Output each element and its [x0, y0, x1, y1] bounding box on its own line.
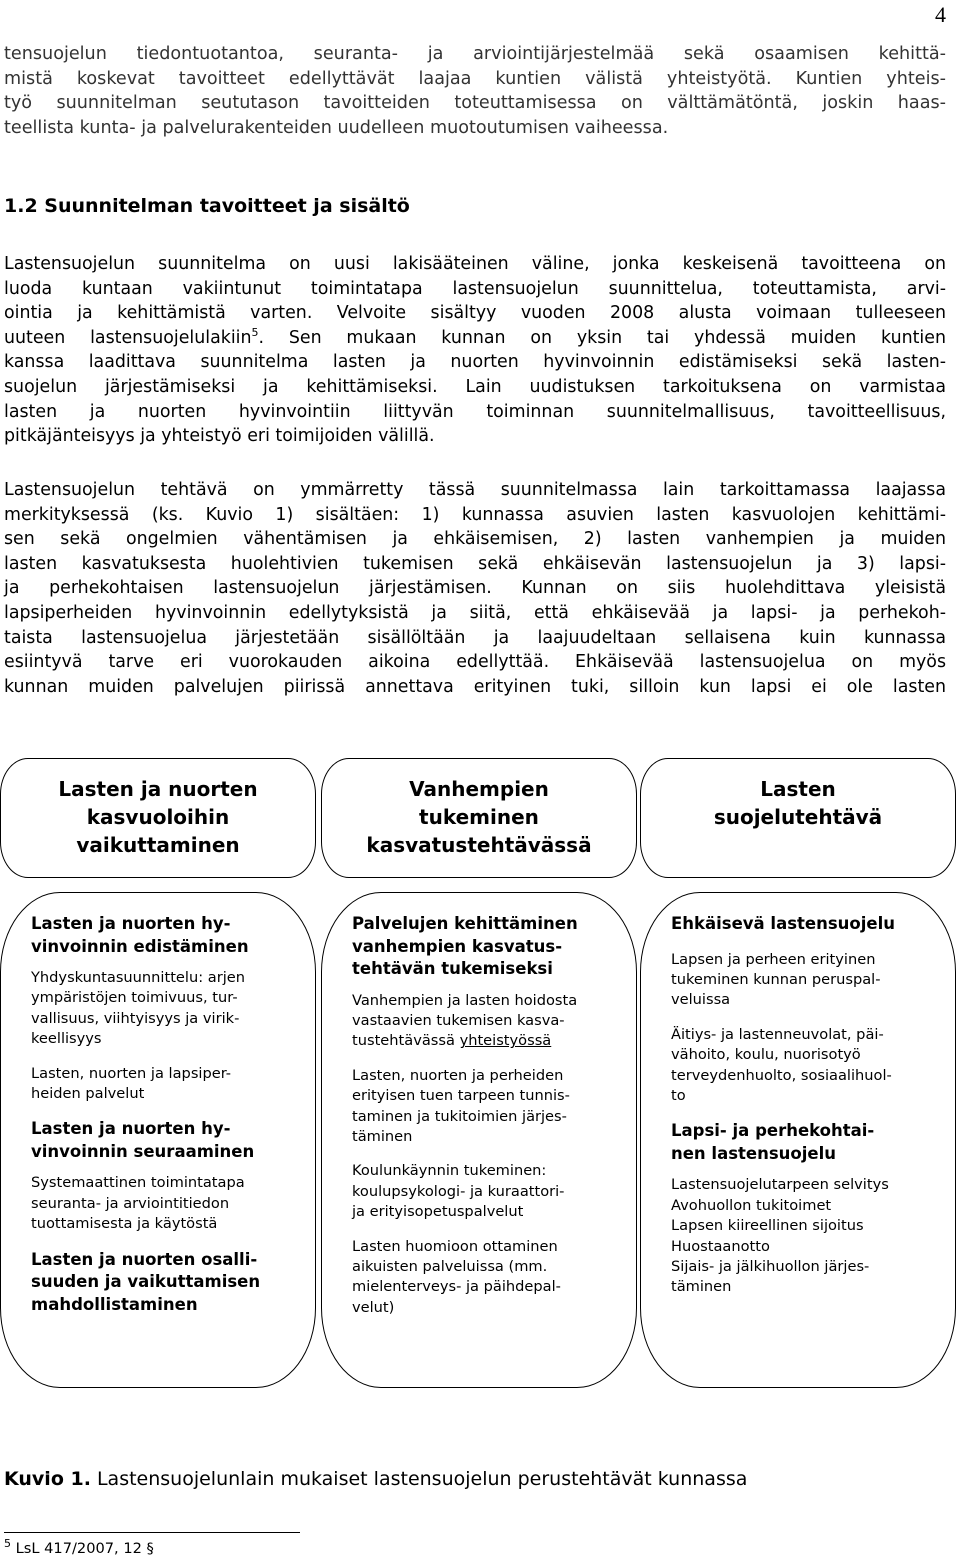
- line: ja erityisopetuspalvelut: [352, 1203, 524, 1221]
- line: vinvoinnin edistäminen: [31, 936, 249, 956]
- line: terveydenhuolto, sosiaalihuol-: [671, 1066, 892, 1084]
- line: vanhempien kasvatus-: [352, 936, 563, 956]
- line: Lasten ja nuorten hy-: [31, 1119, 231, 1139]
- text-line: suojelun järjestämiseksi ja kehittämiseksi. Lain uudistuksen tarkoituksena on varmistaa: [4, 376, 946, 397]
- box-title: [58, 775, 257, 859]
- paragraph-1: [4, 252, 946, 449]
- text-line: ja perhekohtaisen lastensuojelun järjestämisen. Kunnan on siis huolehdittava yleisistä: [4, 578, 946, 599]
- title-line: suojelutehtävä: [713, 805, 883, 829]
- line: täminen: [352, 1127, 413, 1145]
- footnote-text: LsL 417/2007, 12 §: [11, 1540, 154, 1557]
- column-text: [31, 1064, 305, 1105]
- line: tuottamisesta ja käytöstä: [31, 1215, 218, 1233]
- line: keellisyys: [31, 1030, 102, 1048]
- text-line: sen sekä ongelmien vähentämisen ja ehkäisemisen, 2) lasten vanhempien ja muiden: [4, 529, 946, 550]
- line: vinvoinnin seuraaminen: [31, 1141, 255, 1161]
- column-text: [671, 950, 945, 1011]
- text-line: työ suunnitelman seututason tavoitteiden toteuttamisessa on välttämätöntä, joskin haas-: [4, 93, 946, 114]
- line: Lapsen kiireellinen sijoitus: [671, 1217, 864, 1235]
- text-line: lasten ja nuorten hyvinvointiin liittyvän toiminnan suunnitelmallisuus, tavoitteellisuus,: [4, 401, 946, 422]
- line: Huostaanotto: [671, 1237, 770, 1255]
- line: Koulunkäynnin tukeminen:: [352, 1162, 547, 1180]
- line: ympäristöjen toimivuus, tur-: [31, 989, 238, 1007]
- line: veluissa: [671, 991, 731, 1009]
- text-fragment: tustehtävässä: [352, 1032, 460, 1050]
- column-heading: [31, 1249, 305, 1317]
- title-line: Lasten: [760, 777, 836, 801]
- text-line: [4, 326, 946, 351]
- line: tukeminen kunnan peruspal-: [671, 970, 881, 988]
- text-fragment: . Sen mukaan kunnan on yksin tai yhdessä muiden kuntien: [258, 327, 946, 348]
- text-line: kanssa laadittava suunnitelma lasten ja nuorten hyvinvoinnin edistämiseksi sekä lasten-: [4, 352, 946, 373]
- text-line: merkityksessä (ks. Kuvio 1) sisältäen: 1) kunnassa asuvien lasten kasvuolojen kehittämi-: [4, 504, 946, 525]
- line: erityisen tuen tarpeen tunnis-: [352, 1087, 570, 1105]
- column-heading: Ehkäisevä lastensuojelu: [671, 914, 896, 933]
- underlined-text: yhteistyössä: [459, 1032, 552, 1050]
- column-text: [352, 1066, 626, 1148]
- figure-column-1: [0, 892, 316, 1388]
- title-line: Lasten ja nuorten: [58, 777, 258, 801]
- line: vähoito, koulu, nuorisotyö: [671, 1046, 861, 1064]
- line: mahdollistaminen: [31, 1294, 198, 1314]
- section-heading: 1.2 Suunnitelman tavoitteet ja sisältö: [4, 195, 410, 217]
- text-fragment: uuteen lastensuojelulakiin: [4, 327, 252, 348]
- line: täminen: [671, 1278, 732, 1296]
- column-text: [352, 1161, 626, 1222]
- footnote-mark: 5: [4, 1537, 11, 1551]
- title-line: tukeminen: [419, 805, 539, 829]
- text-line: Lastensuojelun tehtävä on ymmärretty tässä suunnitelmassa lain tarkoittamassa laajassa: [4, 480, 946, 500]
- text-line: teellista kunta- ja palvelurakenteiden uudelleen muotoutumisen vaiheessa.: [4, 117, 669, 138]
- line: koulupsykologi- ja kuraattori-: [352, 1182, 565, 1200]
- column-heading: [31, 1118, 305, 1163]
- footnote-divider: [4, 1532, 300, 1533]
- text-line: lasten kasvatuksesta huolehtivien tukemisen sekä ehkäisevän lastensuojelun ja 3) lapsi-: [4, 553, 946, 574]
- paragraph-2: [4, 478, 946, 699]
- text-line: pitkäjänteisyys ja yhteistyö eri toimijoiden välillä.: [4, 426, 435, 447]
- line: Lasten, nuorten ja perheiden: [352, 1066, 564, 1084]
- line: Lasten ja nuorten osalli-: [31, 1249, 258, 1269]
- line: vallisuus, viihtyisyys ja virik-: [31, 1009, 240, 1027]
- line: Yhdyskuntasuunnittelu: arjen: [31, 969, 245, 986]
- text-line: luoda kuntaan vakiintunut toimintatapa lastensuojelun suunnittelua, toteuttamista, arvi-: [4, 278, 946, 299]
- line: [352, 1031, 626, 1051]
- text-line: tensuojelun tiedontuotantoa, seuranta- ja arviointijärjestelmää sekä osaamisen kehittä-: [4, 44, 946, 64]
- line: to: [671, 1086, 686, 1104]
- text-line: ointia ja kehittämistä varten. Velvoite sisältyy vuoden 2008 alusta voimaan tulleeseen: [4, 303, 946, 324]
- line: Lasten ja nuorten hy-: [31, 914, 231, 933]
- line: vastaavien tukemisen kasva-: [352, 1011, 565, 1029]
- figure-top-box-1: [0, 758, 316, 878]
- line: Avohuollon tukitoimet: [671, 1196, 832, 1214]
- column-text: [352, 1237, 626, 1319]
- figure-caption: [4, 1468, 747, 1490]
- column-heading: [31, 913, 305, 958]
- figure-top-box-2: [321, 758, 637, 878]
- box-title: [366, 775, 591, 859]
- text-line: kunnan muiden palvelujen piirissä annettava erityinen tuki, silloin kun lapsi ei ole lasten: [4, 676, 946, 697]
- line: Lasten, nuorten ja lapsiper-: [31, 1064, 232, 1082]
- line: nen lastensuojelu: [671, 1143, 837, 1163]
- title-line: kasvuoloihin: [86, 805, 230, 829]
- title-line: vaikuttaminen: [76, 833, 240, 857]
- box-title: [714, 775, 882, 831]
- line: heiden palvelut: [31, 1085, 145, 1103]
- line: suuden ja vaikuttamisen: [31, 1272, 261, 1292]
- line: Palvelujen kehittäminen: [352, 914, 578, 933]
- line: Lapsen ja perheen erityinen: [671, 950, 876, 968]
- column-heading: [671, 1120, 945, 1165]
- footnote: [4, 1537, 154, 1557]
- line: Lapsi- ja perhekohtai-: [671, 1121, 875, 1141]
- column-text: [31, 1173, 305, 1234]
- column-text: [31, 968, 305, 1050]
- title-line: kasvatustehtävässä: [366, 833, 592, 857]
- text-line: taista lastensuojelua järjestetään sisällöltään ja laajuudeltaan sellaisena kuin kunnassa: [4, 627, 946, 648]
- page-number: 4: [935, 2, 946, 27]
- footnote-ref: 5: [251, 325, 259, 339]
- text-line: lapsiperheiden hyvinvoinnin edellytyksistä ja siitä, että ehkäisevää ja lapsi- ja perhekoh-: [4, 602, 946, 623]
- line: seuranta- ja arviointitiedon: [31, 1194, 230, 1212]
- column-text: [671, 1025, 945, 1107]
- line: Sijais- ja jälkihuollon järjes-: [671, 1257, 870, 1275]
- title-line: Vanhempien: [409, 777, 549, 801]
- line: velut): [352, 1298, 395, 1316]
- intro-paragraph: [4, 42, 946, 140]
- figure-column-3: [640, 892, 956, 1388]
- text-line: mistä koskevat tavoitteet edellyttävät laajaa kuntien välistä yhteistyötä. Kuntien yhteis-: [4, 68, 946, 89]
- figure-top-box-3: [640, 758, 956, 878]
- column-heading: [352, 913, 626, 981]
- line: Systemaattinen toimintatapa: [31, 1174, 245, 1192]
- caption-text: Lastensuojelunlain mukaiset lastensuojelun perustehtävät kunnassa: [90, 1468, 748, 1490]
- column-text: [671, 1175, 945, 1297]
- column-text: [352, 991, 626, 1052]
- line: Lasten huomioon ottaminen: [352, 1237, 558, 1255]
- line: Äitiys- ja lastenneuvolat, päi-: [671, 1025, 884, 1043]
- text-line: Lastensuojelun suunnitelma on uusi lakisääteinen väline, jonka keskeisenä tavoitteena on: [4, 254, 946, 274]
- line: aikuisten palveluissa (mm.: [352, 1257, 548, 1275]
- figure-column-2: [321, 892, 637, 1388]
- line: tehtävän tukemiseksi: [352, 959, 553, 978]
- caption-label: Kuvio 1.: [4, 1468, 91, 1490]
- line: taminen ja tukitoimien järjes-: [352, 1107, 567, 1125]
- text-line: esiintyvä tarve eri vuorokauden aikoina edellyttää. Ehkäisevää lastensuojelua on myös: [4, 652, 946, 673]
- line: Lastensuojelutarpeen selvitys: [671, 1176, 889, 1194]
- line: mielenterveys- ja päihdepal-: [352, 1278, 561, 1296]
- line: Vanhempien ja lasten hoidosta: [352, 991, 578, 1009]
